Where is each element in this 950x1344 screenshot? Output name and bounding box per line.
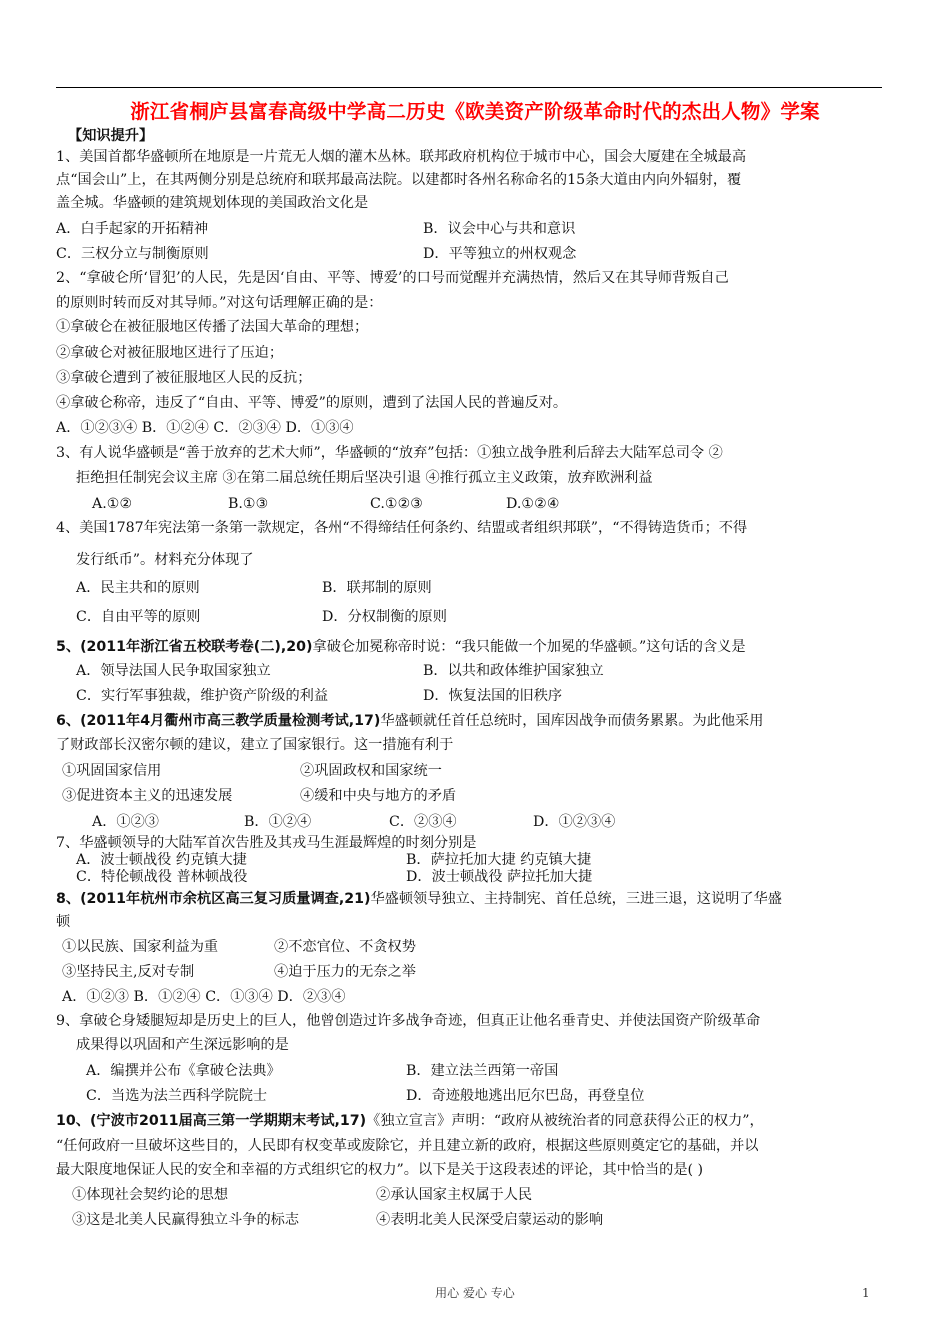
q2-statement-4: ④拿破仑称帝，违反了“自由、平等、博爱”的原则，遭到了法国人民的普遍反对。 xyxy=(56,395,568,411)
page-footer: 用心 爱心 专心 xyxy=(435,1286,515,1300)
q6-option-b: B．①②④ xyxy=(244,814,312,830)
q9-option-b: B．建立法兰西第一帝国 xyxy=(406,1063,559,1079)
q6-option-d: D．①②③④ xyxy=(533,814,616,830)
q7-option-d: D．波士顿战役 萨拉托加大捷 xyxy=(406,869,593,885)
q8-statement-3: ③坚持民主,反对专制 xyxy=(62,964,195,980)
q10-text: 《独立宣言》声明：“政府从被统治者的同意获得公正的权力”， xyxy=(366,1113,764,1129)
q8-line1 xyxy=(56,892,782,906)
q4-line1: 4、美国1787年宪法第一条第一款规定，各州“不得缔结任何条约、结盟或者组织邦联”，“不得铸造货币；不得 xyxy=(56,520,748,536)
q8-source: (2011年杭州市余杭区高三复习质量调查,21) xyxy=(80,891,371,907)
q6-statement-2: ②巩固政权和国家统一 xyxy=(300,763,442,779)
q2-statement-1: ①拿破仑在被征服地区传播了法国大革命的理想； xyxy=(56,319,369,335)
q5-line1 xyxy=(56,640,746,654)
q8-line2: 顿 xyxy=(56,914,71,930)
q6-source: (2011年4月衢州市高三教学质量检测考试,17) xyxy=(80,713,381,729)
q6-statement-3: ③促进资本主义的迅速发展 xyxy=(62,788,233,804)
q1-line2: 点“国会山”上，在其两侧分别是总统府和联邦最高法院。以建都时各州名称命名的15条大道由内向外辐射，覆 xyxy=(56,172,742,188)
q6-text: 华盛顿就任首任总统时，国库因战争而债务累累。为此他采用 xyxy=(380,713,764,729)
q3-line2: 拒绝担任制宪会议主席 ③在第二届总统任期后坚决引退 ④推行孤立主义政策，放弃欧洲利益 xyxy=(76,470,653,486)
q5-option-d: D．恢复法国的旧秩序 xyxy=(423,688,563,704)
q6-option-a: A．①②③ xyxy=(92,814,159,830)
page-title: 浙江省桐庐县富春高级中学高二历史《欧美资产阶级革命时代的杰出人物》学案 xyxy=(130,100,820,123)
q4-option-b: B．联邦制的原则 xyxy=(322,580,432,596)
q1-option-a: A．白手起家的开拓精神 xyxy=(56,221,209,237)
q5-text: 拿破仑加冕称帝时说：“我只能做一个加冕的华盛顿。”这句话的含义是 xyxy=(312,639,746,655)
q9-option-c: C．当选为法兰西科学院院士 xyxy=(86,1088,268,1104)
q8-text: 华盛顿领导独立、主持制宪、首任总统，三进三退，这说明了华盛 xyxy=(370,891,782,907)
q10-line1 xyxy=(56,1114,764,1128)
q6-number: 6、 xyxy=(56,713,81,729)
header-rule xyxy=(56,87,882,88)
q2-options: A．①②③④ B．①②④ C．②③④ D．①③④ xyxy=(56,420,354,436)
q10-statement-4: ④表明北美人民深受启蒙运动的影响 xyxy=(376,1212,604,1228)
q7-line1: 7、华盛顿领导的大陆军首次告胜及其戎马生涯最辉煌的时刻分别是 xyxy=(56,835,477,851)
q3-line1: 3、有人说华盛顿是“善于放弃的艺术大师”，华盛顿的“放弃”包括：①独立战争胜利后辞去大陆军总司令 ② xyxy=(56,445,723,461)
q5-number: 5、 xyxy=(56,639,81,655)
q4-line2: 发行纸币”。材料充分体现了 xyxy=(76,552,254,568)
q4-option-c: C．自由平等的原则 xyxy=(76,609,201,625)
q8-statement-1: ①以民族、国家利益为重 xyxy=(62,939,219,955)
q6-option-c: C．②③④ xyxy=(389,814,457,830)
q4-option-a: A．民主共和的原则 xyxy=(76,580,200,596)
q9-option-d: D．奇迹般地逃出厄尔巴岛，再登皇位 xyxy=(406,1088,645,1104)
q9-option-a: A．编撰并公布《拿破仑法典》 xyxy=(86,1063,281,1079)
q6-line2: 了财政部长汉密尔顿的建议，建立了国家银行。这一措施有利于 xyxy=(56,737,454,753)
q1-option-b: B．议会中心与共和意识 xyxy=(423,221,576,237)
q6-statement-1: ①巩固国家信用 xyxy=(62,763,162,779)
q1-option-c: C．三权分立与制衡原则 xyxy=(56,246,209,262)
q10-statement-3: ③这是北美人民赢得独立斗争的标志 xyxy=(72,1212,300,1228)
q7-option-c: C．特伦顿战役 普林顿战役 xyxy=(76,869,248,885)
q10-source: (宁波市2011届高三第一学期期末考试,17) xyxy=(89,1113,367,1129)
q10-line2: “任何政府一旦破坏这些目的，人民即有权变革或废除它，并且建立新的政府，根据这些原则奠定它的基础，并以 xyxy=(56,1138,759,1154)
q1-line1: 1、美国首都华盛顿所在地原是一片荒无人烟的灌木丛林。联邦政府机构位于城市中心，国会大厦建在全城最高 xyxy=(56,149,747,165)
q9-line1: 9、拿破仑身矮腿短却是历史上的巨人，他曾创造过许多战争奇迹，但真正让他名垂青史、并使法国资产阶级革命 xyxy=(56,1013,761,1029)
q3-option-b: B.①③ xyxy=(228,496,269,512)
q7-option-a: A．波士顿战役 约克镇大捷 xyxy=(76,852,247,868)
q3-option-d: D.①②④ xyxy=(506,496,560,512)
q1-option-d: D．平等独立的州权观念 xyxy=(423,246,577,262)
q6-line1 xyxy=(56,714,763,728)
q2-line1: 2、“拿破仑所‘冒犯’的人民，先是因‘自由、平等、博爱’的口号而觉醒并充满热情，然后又在其导师背叛自己 xyxy=(56,270,729,286)
q5-option-a: A．领导法国人民争取国家独立 xyxy=(76,663,271,679)
q8-options: A．①②③ B．①②④ C．①③④ D．②③④ xyxy=(62,989,346,1005)
q3-option-c: C.①②③ xyxy=(370,496,424,512)
q7-option-b: B．萨拉托加大捷 约克镇大捷 xyxy=(406,852,592,868)
q8-statement-4: ④迫于压力的无奈之举 xyxy=(274,964,416,980)
q5-source: (2011年浙江省五校联考卷(二),20) xyxy=(80,639,313,655)
q8-number: 8、 xyxy=(56,891,81,907)
q10-statement-1: ①体现社会契约论的思想 xyxy=(72,1187,229,1203)
page-number: 1 xyxy=(862,1286,870,1300)
section-heading: 【知识提升】 xyxy=(68,128,154,144)
q10-statement-2: ②承认国家主权属于人民 xyxy=(376,1187,533,1203)
q9-line2: 成果得以巩固和产生深远影响的是 xyxy=(76,1037,289,1053)
q5-option-c: C．实行军事独裁，维护资产阶级的利益 xyxy=(76,688,329,704)
q8-statement-2: ②不恋官位、不贪权势 xyxy=(274,939,416,955)
q6-statement-4: ④缓和中央与地方的矛盾 xyxy=(300,788,457,804)
q10-line3: 最大限度地保证人民的安全和幸福的方式组织它的权力”。以下是关于这段表述的评论，其中恰当的是( ) xyxy=(56,1162,704,1178)
q1-line3: 盖全城。华盛顿的建筑规划体现的美国政治文化是 xyxy=(56,195,369,211)
q4-option-d: D．分权制衡的原则 xyxy=(322,609,447,625)
q2-line2: 的原则时转而反对其导师。”对这句话理解正确的是： xyxy=(56,295,383,311)
q3-option-a: A.①② xyxy=(92,496,133,512)
q5-option-b: B．以共和政体维护国家独立 xyxy=(423,663,604,679)
q2-statement-2: ②拿破仑对被征服地区进行了压迫； xyxy=(56,345,284,361)
q10-number: 10、 xyxy=(56,1113,90,1129)
q2-statement-3: ③拿破仑遭到了被征服地区人民的反抗； xyxy=(56,370,312,386)
